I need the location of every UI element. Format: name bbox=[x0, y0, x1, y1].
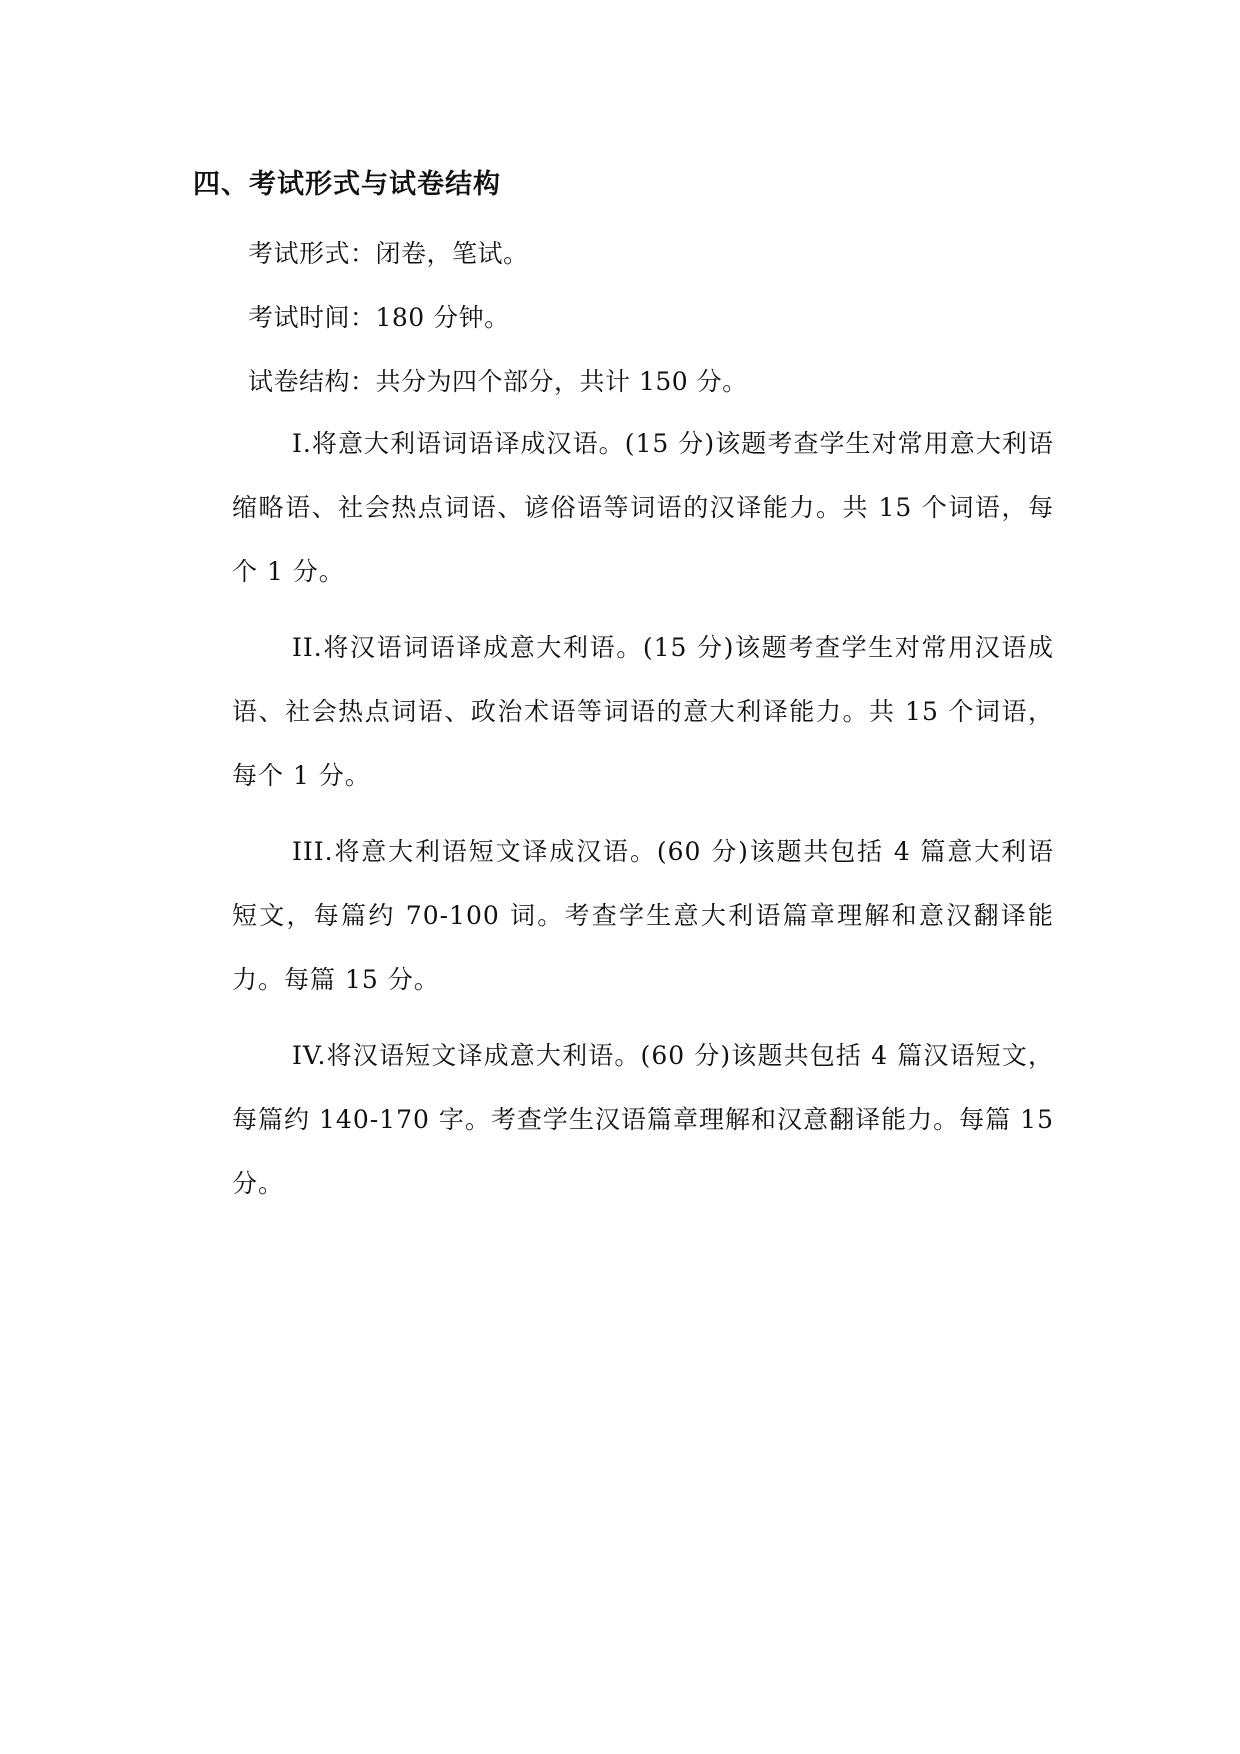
part-4-paragraph: IV.将汉语短文译成意大利语。(60 分)该题共包括 4 篇汉语短文，每篇约 140-170 字。考查学生汉语篇章理解和汉意翻译能力。每篇 15 分。 bbox=[232, 1041, 1054, 1198]
part-1-paragraph: I.将意大利语词语译成汉语。(15 分)该题考查学生对常用意大利语缩略语、社会热点词语、谚俗语等词语的汉译能力。共 15 个词语，每个 1 分。 bbox=[232, 429, 1054, 586]
section-heading: 四、考试形式与试卷结构 bbox=[193, 169, 501, 200]
exam-form-line: 考试形式：闭卷，笔试。 bbox=[248, 239, 529, 268]
exam-time-line: 考试时间：180 分钟。 bbox=[248, 303, 510, 332]
paper-structure-line: 试卷结构：共分为四个部分，共计 150 分。 bbox=[248, 367, 748, 396]
part-2-paragraph: II.将汉语词语译成意大利语。(15 分)该题考查学生对常用汉语成语、社会热点词语、政治术语等词语的意大利译能力。共 15 个词语，每个 1 分。 bbox=[232, 633, 1054, 790]
part-3-paragraph: III.将意大利语短文译成汉语。(60 分)该题共包括 4 篇意大利语短文，每篇约 70-100 词。考查学生意大利语篇章理解和意汉翻译能力。每篇 15 分。 bbox=[232, 837, 1054, 994]
